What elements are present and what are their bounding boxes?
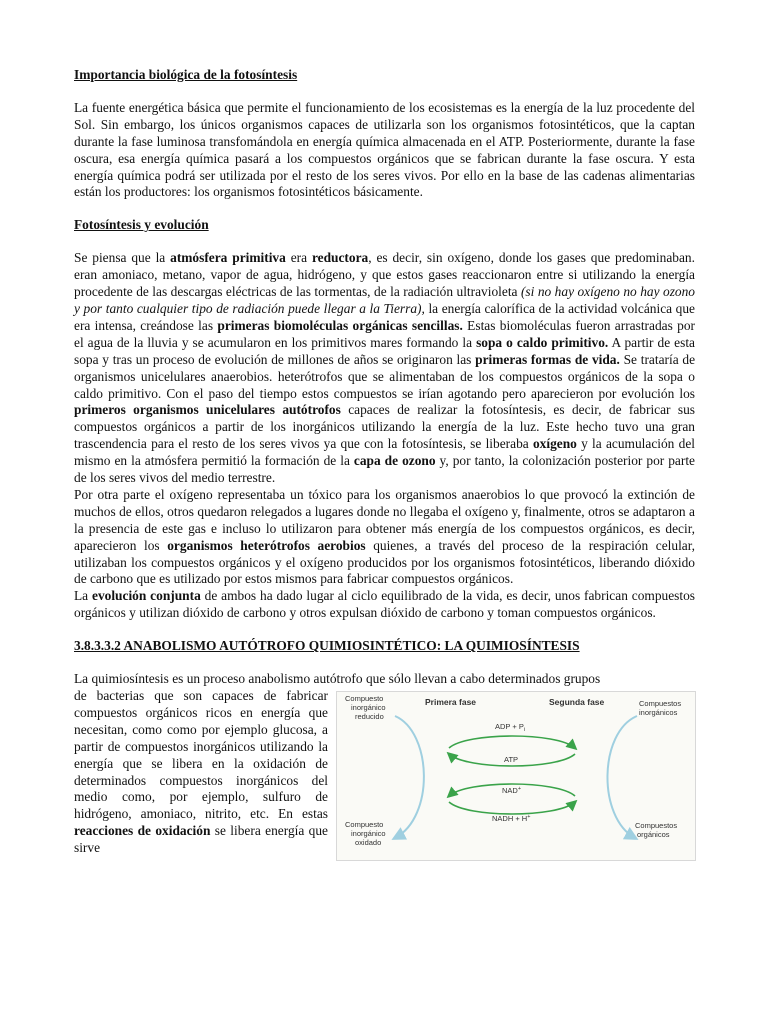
text-run: se libera energía que sirve [74, 823, 328, 856]
phase-1-label: Primera fase [425, 697, 477, 707]
bold-run: reacciones de oxidación [74, 823, 211, 839]
bold-run: sopa o caldo primitivo. [476, 334, 609, 350]
text-run: A partir de esta sopa y tras un proceso de evolución de millones de años se originaron las [74, 334, 695, 367]
text-run: de ambos ha dado lugar al ciclo equilibrado de la vida, es decir, unos fabrican compuestos orgánicos y utilizan dióxido de carbono y otros expulsan dióxido de carbono y toman compuestos orgánicos. [74, 588, 695, 621]
bold-run: reductora [311, 250, 369, 266]
right-synthesis-arc [607, 716, 637, 838]
bold-run: atmósfera primitiva [170, 250, 286, 266]
bold-run: organismos heterótrofos aerobios [167, 537, 366, 553]
text-run: Se trataría de organismos unicelulares anaerobios. heterótrofos que se alimentaban de los compuestos orgánicos de la sopa o caldo primitivo. Con el paso del tiempo estos compuestos se irían agotando pero aparecieron por evolución los [74, 351, 696, 401]
nad-label: NAD+ [502, 786, 522, 795]
paragraph-evolucion-2 [74, 487, 695, 588]
quimiosintesis-diagram [336, 691, 696, 861]
bold-run: primeros organismos unicelulares autótrofos [74, 402, 341, 418]
right-top-label: Compuestos inorgánicos [639, 699, 682, 717]
section-title-importancia: Importancia biológica de la fotosíntesis [74, 67, 298, 82]
text-run: , es decir, sin oxígeno, donde los gases que predominaban. eran amoniaco, metano, vapor de agua, hidrógeno, y que estos gases reaccionaron entre si utilizando la energía procedente de las descargas eléctricas de las tormentas, de la radiación ultravioleta [74, 250, 695, 300]
text-run: Por otra parte el oxígeno representaba un tóxico para los organismos anaerobios lo que provocó la extinción de muchos de ellos, otros quedaron relegados a lugares donde no llegaba el oxígeno y, finalmente, otros se adaptaron a la presencia de este gas e incluso lo utilizaron para obtener más energía de los compuestos orgánicos, es decir, aparecieron los [74, 486, 695, 553]
right-bottom-label: Compuestos orgánicos [635, 821, 678, 839]
text-run: de bacterias que son capaces de fabricar compuestos orgánicos ricos en energía que necesitan, como como por ejemplo glucosa, a partir de compuestos inorgánicos utilizando la energía que se libera en la oxidación de determinados compuestos inorgánicos del medio como, por ejemplo, sulfuro de hidrógeno, amoniaco, nitrito, etc. En estas [74, 688, 328, 822]
nadh-label: NADH + H+ [492, 814, 531, 823]
text-run: quienes, a través del proceso de la respiración celular, utilizaban los compuestos orgánicos y el oxígeno producidos por los organismos fotosintéticos, liberando dióxido de carbono que es utilizado por estos mismos para fabricar compuestos orgánicos. [74, 537, 696, 587]
nadh-to-nad-arrow [449, 802, 575, 814]
section-title-evolucion: Fotosíntesis y evolución [74, 217, 209, 233]
left-top-label: Compuesto inorgánico reducido [345, 694, 386, 721]
quimiosintesis-wrap [74, 688, 695, 857]
paragraph-evolucion-3 [74, 588, 695, 622]
left-oxidation-arc [395, 716, 424, 838]
adp-label: ADP + $P_i$ [495, 722, 526, 733]
text-run: y, por tanto, la colonización posterior por parte de los seres vivos del medio terrestre. [74, 453, 695, 486]
atp-label: ATP [504, 755, 519, 764]
bold-run: primeras biomoléculas orgánicas sencillas. [217, 317, 463, 333]
bold-run: capa de ozono [353, 453, 436, 469]
text-run: y la acumulación del mismo en la atmósfera permitió la formación de la [74, 436, 695, 469]
adp-to-atp-arrow [449, 736, 575, 748]
diagram-svg [337, 692, 695, 860]
text-run: la energía calorífica de la actividad volcánica que era intensa, creándose las [74, 300, 696, 333]
section-title-quimiosintesis: 3.8.3.3.2 ANABOLISMO AUTÓTROFO QUIMIOSINTÉTICO: LA QUIMIOSÍNTESIS [74, 638, 580, 654]
left-bottom-label: Compuesto inorgánico oxidado [345, 820, 386, 847]
text-run: La [74, 588, 92, 604]
text-run: capaces de realizar la fotosíntesis, es decir, de fabricar sus compuestos orgánicos a partir de los inorgánicos utilizando la energía de la luz. Este hecho tuvo una gran trascendencia para el resto de los seres vivos ya que con la fotosíntesis, se liberaba [74, 402, 695, 452]
bold-run: evolución conjunta [92, 588, 201, 604]
paragraph-evolucion-1 [74, 250, 695, 487]
text-run: Se piensa que la [74, 250, 171, 266]
phase-2-label: Segunda fase [549, 697, 605, 707]
paragraph-quimiosintesis-first: La quimiosíntesis es un proceso anabolismo autótrofo que sólo llevan a cabo determinados grupos [74, 671, 601, 687]
text-run: era [285, 250, 312, 266]
document-body [74, 67, 695, 861]
italic-run: (si no hay oxígeno no hay ozono y por tanto cualquier tipo de radiación puede llegar a la Tierra), [74, 284, 695, 316]
bold-run: primeras formas de vida. [475, 351, 620, 367]
bold-run: oxígeno [532, 436, 577, 452]
paragraph-importancia: La fuente energética básica que permite el funcionamiento de los ecosistemas es la energía de la luz procedente del Sol. Sin embargo, los únicos organismos capaces de utilizarla son los organismos fotosintéticos, que la captan durante la fase luminosa transfomándola en energía química almacenada en el ATP. Posteriormente, durante la fase oscura, esa energía química pasará a los compuestos orgánicos que se fabrican durante la fase oscura. Y esta energía química podrá ser utilizada por el resto de los seres vivos. Por ello en la base de las cadenas alimentarias están los productores: los organismos fotosintéticos básicamente. [74, 99, 695, 200]
text-run: Estas biomoléculas fueron arrastradas por el agua de la lluvia y se acumularon en los primitivos mares formando la [74, 317, 695, 350]
